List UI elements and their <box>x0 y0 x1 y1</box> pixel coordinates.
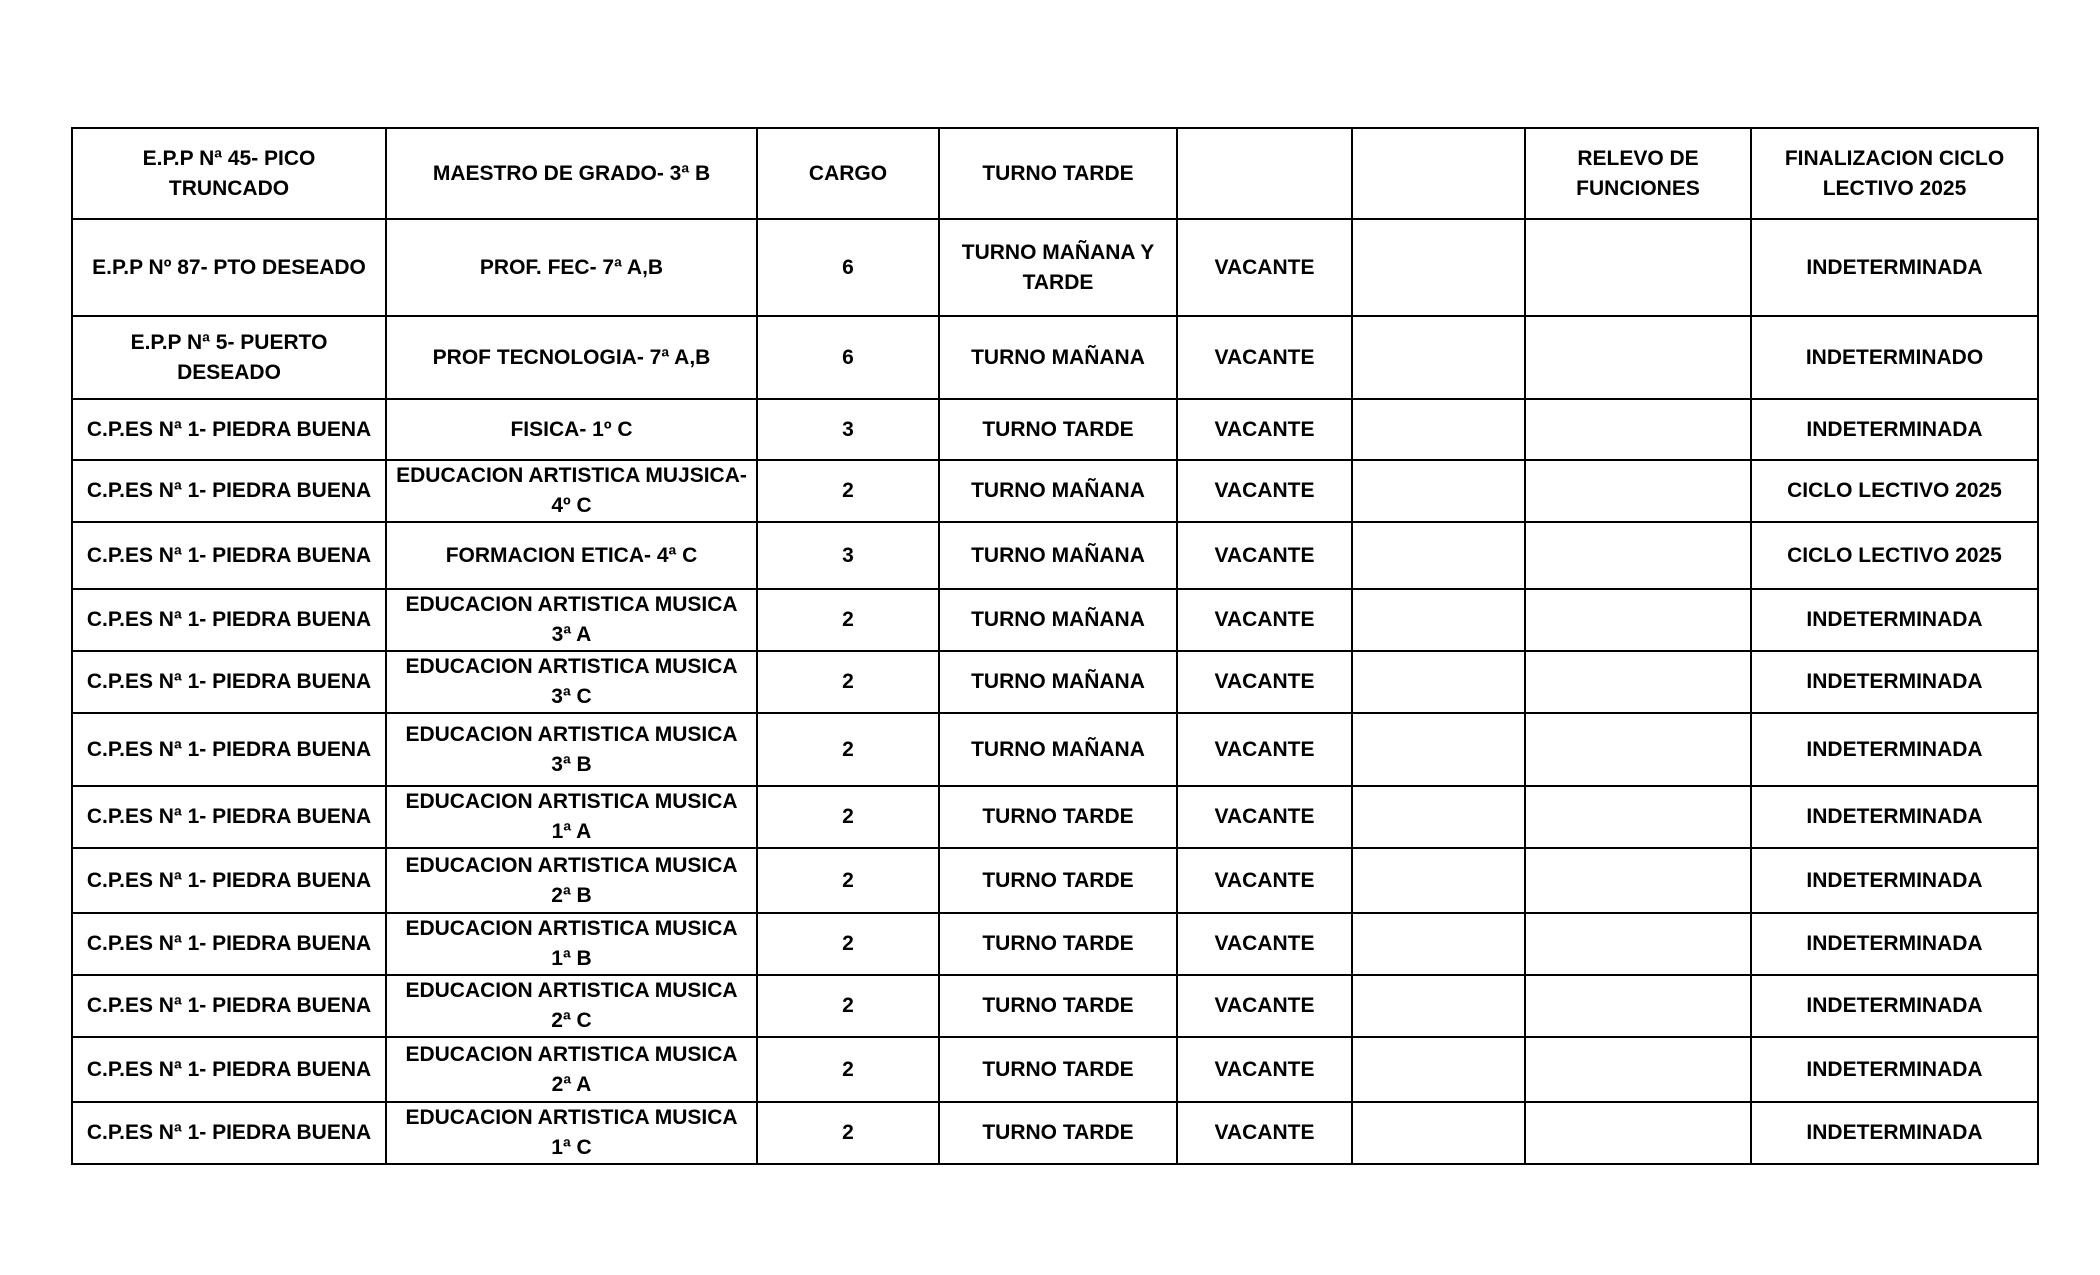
table-row <box>72 460 2038 522</box>
school-cell: C.P.ES Nª 1- PIEDRA BUENA <box>72 913 386 975</box>
cargo-cell: 3 <box>757 399 939 460</box>
blank-cell <box>1352 522 1525 589</box>
status-cell: VACANTE <box>1177 219 1352 316</box>
subject-cell: EDUCACION ARTISTICA MUSICA 2ª C <box>386 975 757 1037</box>
cargo-cell: 6 <box>757 316 939 399</box>
end-date-cell: INDETERMINADA <box>1751 219 2038 316</box>
cargo-cell: 2 <box>757 848 939 913</box>
school-cell: C.P.ES Nª 1- PIEDRA BUENA <box>72 786 386 848</box>
note-cell <box>1525 913 1751 975</box>
cargo-cell: 2 <box>757 975 939 1037</box>
status-cell: VACANTE <box>1177 713 1352 786</box>
status-cell: VACANTE <box>1177 1037 1352 1102</box>
table-body <box>72 128 2038 1164</box>
status-cell: VACANTE <box>1177 460 1352 522</box>
shift-cell: TURNO MAÑANA Y TARDE <box>939 219 1177 316</box>
end-date-cell: INDETERMINADA <box>1751 975 2038 1037</box>
cargo-cell: 2 <box>757 589 939 651</box>
note-cell <box>1525 713 1751 786</box>
subject-cell: EDUCACION ARTISTICA MUJSICA- 4º C <box>386 460 757 522</box>
blank-cell <box>1352 219 1525 316</box>
table-row <box>72 522 2038 589</box>
school-cell: C.P.ES Nª 1- PIEDRA BUENA <box>72 1037 386 1102</box>
subject-cell: EDUCACION ARTISTICA MUSICA 3ª B <box>386 713 757 786</box>
shift-cell: TURNO TARDE <box>939 786 1177 848</box>
status-cell: VACANTE <box>1177 913 1352 975</box>
end-date-cell: INDETERMINADA <box>1751 589 2038 651</box>
document-page <box>71 127 2037 1165</box>
note-cell <box>1525 399 1751 460</box>
shift-cell: TURNO MAÑANA <box>939 460 1177 522</box>
subject-cell: PROF. FEC- 7ª A,B <box>386 219 757 316</box>
table-row <box>72 713 2038 786</box>
end-date-cell: INDETERMINADA <box>1751 651 2038 713</box>
cargo-cell: 2 <box>757 460 939 522</box>
subject-cell: EDUCACION ARTISTICA MUSICA 1ª B <box>386 913 757 975</box>
note-cell <box>1525 786 1751 848</box>
note-cell <box>1525 1037 1751 1102</box>
school-cell: C.P.ES Nª 1- PIEDRA BUENA <box>72 522 386 589</box>
school-cell: C.P.ES Nª 1- PIEDRA BUENA <box>72 460 386 522</box>
blank-cell <box>1352 651 1525 713</box>
subject-cell: EDUCACION ARTISTICA MUSICA 1ª C <box>386 1102 757 1164</box>
blank-cell <box>1352 713 1525 786</box>
table-row <box>72 589 2038 651</box>
cargo-cell: 2 <box>757 913 939 975</box>
note-cell <box>1525 975 1751 1037</box>
end-date-cell: CICLO LECTIVO 2025 <box>1751 522 2038 589</box>
positions-table <box>71 127 2039 1165</box>
end-date-cell: INDETERMINADA <box>1751 848 2038 913</box>
subject-cell: FORMACION ETICA- 4ª C <box>386 522 757 589</box>
table-row <box>72 786 2038 848</box>
status-cell: VACANTE <box>1177 848 1352 913</box>
note-cell: RELEVO DE FUNCIONES <box>1525 128 1751 219</box>
end-date-cell: INDETERMINADA <box>1751 913 2038 975</box>
status-cell: VACANTE <box>1177 786 1352 848</box>
shift-cell: TURNO TARDE <box>939 399 1177 460</box>
end-date-cell: INDETERMINADA <box>1751 399 2038 460</box>
table-row <box>72 913 2038 975</box>
status-cell: VACANTE <box>1177 522 1352 589</box>
blank-cell <box>1352 913 1525 975</box>
end-date-cell: CICLO LECTIVO 2025 <box>1751 460 2038 522</box>
subject-cell: EDUCACION ARTISTICA MUSICA 2ª A <box>386 1037 757 1102</box>
subject-cell: EDUCACION ARTISTICA MUSICA 3ª A <box>386 589 757 651</box>
table-row <box>72 399 2038 460</box>
note-cell <box>1525 219 1751 316</box>
status-cell: VACANTE <box>1177 316 1352 399</box>
cargo-cell: 2 <box>757 1037 939 1102</box>
blank-cell <box>1352 460 1525 522</box>
table-row <box>72 848 2038 913</box>
note-cell <box>1525 651 1751 713</box>
shift-cell: TURNO TARDE <box>939 848 1177 913</box>
table-row <box>72 651 2038 713</box>
subject-cell: MAESTRO DE GRADO- 3ª B <box>386 128 757 219</box>
status-cell: VACANTE <box>1177 399 1352 460</box>
subject-cell: PROF TECNOLOGIA- 7ª A,B <box>386 316 757 399</box>
school-cell: C.P.ES Nª 1- PIEDRA BUENA <box>72 975 386 1037</box>
table-row <box>72 128 2038 219</box>
end-date-cell: INDETERMINADA <box>1751 1037 2038 1102</box>
school-cell: E.P.P Nª 5- PUERTO DESEADO <box>72 316 386 399</box>
shift-cell: TURNO TARDE <box>939 1037 1177 1102</box>
blank-cell <box>1352 1102 1525 1164</box>
school-cell: C.P.ES Nª 1- PIEDRA BUENA <box>72 713 386 786</box>
end-date-cell: INDETERMINADO <box>1751 316 2038 399</box>
note-cell <box>1525 316 1751 399</box>
school-cell: C.P.ES Nª 1- PIEDRA BUENA <box>72 651 386 713</box>
blank-cell <box>1352 975 1525 1037</box>
shift-cell: TURNO MAÑANA <box>939 589 1177 651</box>
cargo-cell: 2 <box>757 651 939 713</box>
school-cell: C.P.ES Nª 1- PIEDRA BUENA <box>72 589 386 651</box>
table-row <box>72 316 2038 399</box>
note-cell <box>1525 1102 1751 1164</box>
note-cell <box>1525 589 1751 651</box>
blank-cell <box>1352 786 1525 848</box>
table-row <box>72 219 2038 316</box>
blank-cell <box>1352 589 1525 651</box>
end-date-cell: INDETERMINADA <box>1751 713 2038 786</box>
table-row <box>72 1037 2038 1102</box>
shift-cell: TURNO TARDE <box>939 1102 1177 1164</box>
cargo-cell: CARGO <box>757 128 939 219</box>
cargo-cell: 3 <box>757 522 939 589</box>
blank-cell <box>1352 848 1525 913</box>
school-cell: C.P.ES Nª 1- PIEDRA BUENA <box>72 1102 386 1164</box>
subject-cell: EDUCACION ARTISTICA MUSICA 1ª A <box>386 786 757 848</box>
status-cell: VACANTE <box>1177 651 1352 713</box>
subject-cell: FISICA- 1º C <box>386 399 757 460</box>
note-cell <box>1525 460 1751 522</box>
shift-cell: TURNO TARDE <box>939 913 1177 975</box>
status-cell: VACANTE <box>1177 1102 1352 1164</box>
blank-cell <box>1352 316 1525 399</box>
subject-cell: EDUCACION ARTISTICA MUSICA 2ª B <box>386 848 757 913</box>
status-cell: VACANTE <box>1177 589 1352 651</box>
school-cell: C.P.ES Nª 1- PIEDRA BUENA <box>72 399 386 460</box>
table-row <box>72 1102 2038 1164</box>
status-cell <box>1177 128 1352 219</box>
blank-cell <box>1352 1037 1525 1102</box>
note-cell <box>1525 522 1751 589</box>
shift-cell: TURNO TARDE <box>939 975 1177 1037</box>
subject-cell: EDUCACION ARTISTICA MUSICA 3ª C <box>386 651 757 713</box>
end-date-cell: INDETERMINADA <box>1751 786 2038 848</box>
cargo-cell: 2 <box>757 1102 939 1164</box>
shift-cell: TURNO TARDE <box>939 128 1177 219</box>
shift-cell: TURNO MAÑANA <box>939 522 1177 589</box>
status-cell: VACANTE <box>1177 975 1352 1037</box>
cargo-cell: 6 <box>757 219 939 316</box>
school-cell: E.P.P Nª 45- PICO TRUNCADO <box>72 128 386 219</box>
end-date-cell: FINALIZACION CICLO LECTIVO 2025 <box>1751 128 2038 219</box>
cargo-cell: 2 <box>757 786 939 848</box>
blank-cell <box>1352 128 1525 219</box>
note-cell <box>1525 848 1751 913</box>
school-cell: E.P.P Nº 87- PTO DESEADO <box>72 219 386 316</box>
shift-cell: TURNO MAÑANA <box>939 651 1177 713</box>
cargo-cell: 2 <box>757 713 939 786</box>
shift-cell: TURNO MAÑANA <box>939 316 1177 399</box>
blank-cell <box>1352 399 1525 460</box>
table-row <box>72 975 2038 1037</box>
school-cell: C.P.ES Nª 1- PIEDRA BUENA <box>72 848 386 913</box>
shift-cell: TURNO MAÑANA <box>939 713 1177 786</box>
end-date-cell: INDETERMINADA <box>1751 1102 2038 1164</box>
